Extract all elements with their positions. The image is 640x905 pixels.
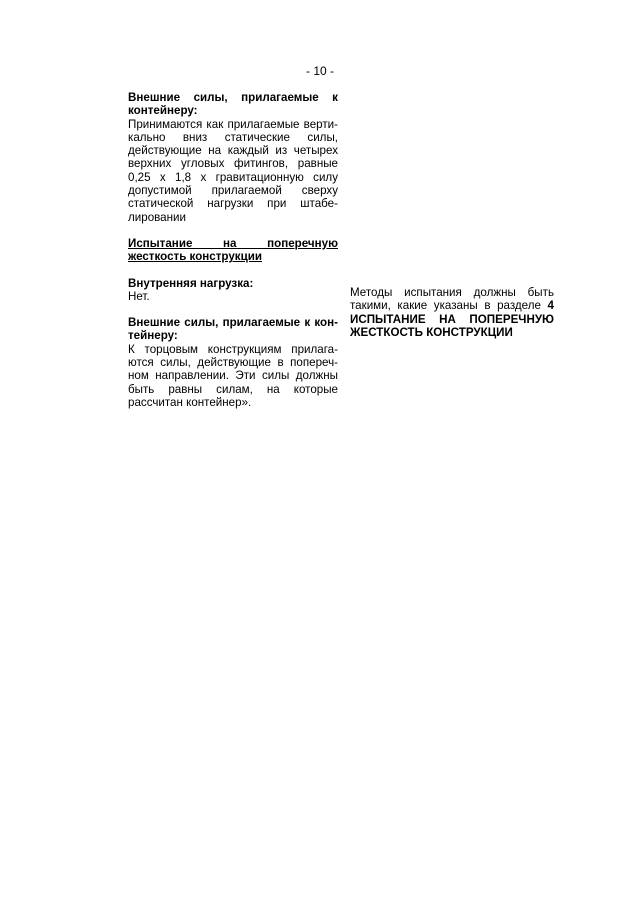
internal-load-heading: Внутренняя нагрузка: <box>128 276 254 290</box>
internal-load-text: Нет. <box>128 289 150 303</box>
section-reference: 4 ИСПЫТАНИЕ НА ПОПЕРЕЧНУЮ ЖЕСТКОСТЬ КОНСТРУКЦИИ <box>350 299 554 339</box>
external-forces-heading-2: Внешние силы, прилагаемые к кон-тейнеру: <box>128 316 338 343</box>
page-number: - 10 - <box>305 64 334 78</box>
left-column <box>128 91 338 409</box>
test-methods-paragraph <box>350 286 554 339</box>
external-forces-heading: Внешние силы, прилагаемые к контейнеру: <box>128 91 338 118</box>
right-column <box>350 286 554 339</box>
section-heading-transverse-rigidity: Испытание на поперечную жесткость конструкции <box>128 236 338 264</box>
external-forces-text-2: К торцовым конструкциям прилага-ются силы, действующие в попереч-ном направлении. Эти силы должны быть равны силам, на которые рассчитан контейнер». <box>128 342 338 409</box>
external-forces-text: Принимаются как прилагаемые верти-кально вниз статические силы, действующие на каждый из четырех верхних угловых фитингов, равные 0,25 x 1,8 x гравитационную силу допустимой прилагаемой сверху статической нагрузки при штабе-лировании <box>128 117 338 224</box>
test-methods-text: Методы испытания должны быть такими, какие указаны в разделе <box>350 286 554 313</box>
